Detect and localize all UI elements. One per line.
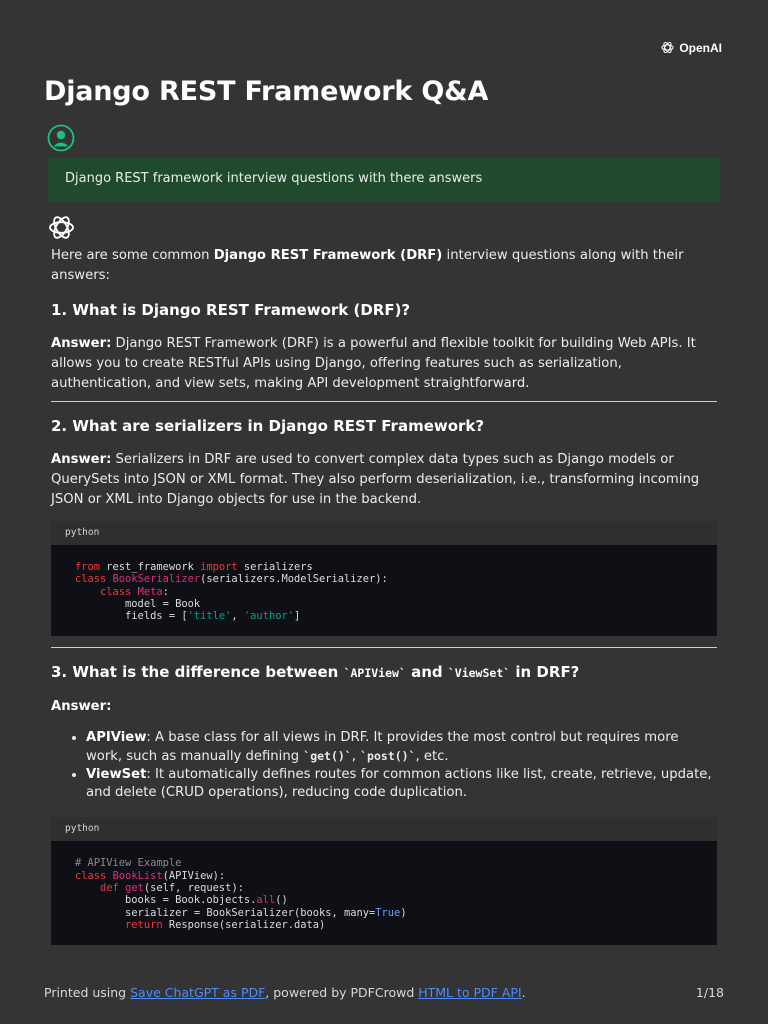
intro-text-b: interview questions along with their answers:	[51, 248, 684, 283]
footer-text: Printed using Save ChatGPT as PDF, powered by PDFCrowd HTML to PDF API.	[44, 985, 526, 1000]
inline-code-post: `post()`	[360, 749, 416, 764]
chatgpt-avatar-icon	[47, 213, 76, 242]
page-number: 1/18	[695, 985, 724, 1000]
code-block-serializer[interactable]	[51, 521, 717, 636]
answer-label: Answer:	[51, 452, 112, 467]
answer-label: Answer:	[51, 699, 112, 715]
intro-bold: Django REST Framework (DRF)	[213, 248, 443, 263]
intro-text-a: Here are some common	[51, 248, 214, 263]
answer-label: Answer:	[51, 336, 112, 351]
question-3-heading: 3. What is the difference between `APIView` and `ViewSet` in DRF?	[51, 663, 580, 682]
save-chatgpt-link[interactable]: Save ChatGPT as PDF	[130, 985, 266, 1000]
question-2-answer	[51, 450, 717, 510]
answer-1-text: Django REST Framework (DRF) is a powerful and flexible toolkit for building Web APIs. It allows you to create RESTful APIs using Django, offering features such as serialization, authentication, and view sets, making API development straightforward.	[51, 336, 696, 391]
assistant-response	[51, 246, 717, 945]
code-block-apiview[interactable]	[51, 817, 717, 945]
user-prompt: Django REST framework interview questions with there answers	[48, 158, 720, 201]
code-content[interactable]: # APIView Example class BookList(APIView): def get(self, request): books = Book.objects.all() serializer = BookSerializer(books, many=True) return Response(serializer.data)	[51, 841, 717, 945]
page-title: Django REST Framework Q&A	[44, 76, 489, 107]
user-avatar-icon	[47, 124, 75, 152]
openai-brand	[660, 40, 722, 55]
question-1-answer	[51, 334, 717, 394]
code-language-label: python	[51, 521, 717, 545]
question-3-answer-label	[51, 697, 717, 717]
intro-paragraph	[51, 246, 717, 286]
inline-code-viewset: `ViewSet`	[447, 666, 511, 681]
question-1-heading: 1. What is Django REST Framework (DRF)?	[51, 301, 411, 319]
html-to-pdf-link[interactable]: HTML to PDF API	[418, 985, 522, 1000]
answer-3-list	[51, 729, 717, 802]
openai-logo-icon	[660, 40, 675, 55]
code-language-label: python	[51, 817, 717, 841]
code-content[interactable]: from rest_framework import serializers class BookSerializer(serializers.ModelSerializer): class Meta: model = Book fields = ['title', 'author']	[51, 545, 717, 636]
list-item: • ViewSet: It automatically defines routes for common actions like list, create, retrieve, update, and delete (CRUD operations), reducing code duplication.	[86, 766, 717, 802]
pdf-footer	[44, 985, 724, 1000]
list-item: • APIView: A base class for all views in DRF. It provides the most control but requires more work, such as manually defining `get()`, `post()`, etc.	[86, 729, 717, 766]
inline-code-apiview: `APIView`	[343, 666, 406, 681]
answer-2-text: Serializers in DRF are used to convert complex data types such as Django models or QuerySets into JSON or XML format. They also perform deserialization, i.e., transforming incoming JSON or XML into Django objects for use in the backend.	[51, 452, 700, 507]
question-2-heading: 2. What are serializers in Django REST Framework?	[51, 417, 485, 435]
brand-label: OpenAI	[679, 40, 722, 55]
inline-code-get: `get()`	[303, 749, 352, 764]
